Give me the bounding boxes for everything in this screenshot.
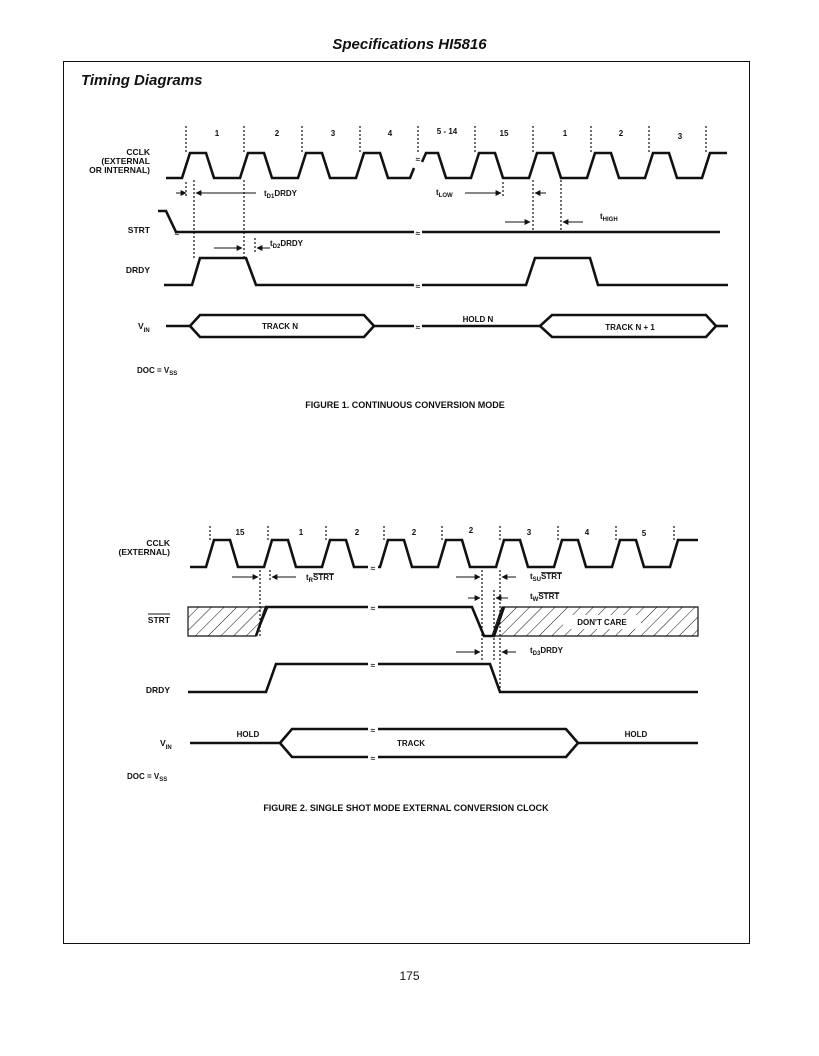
fig2-strt-hatch-left xyxy=(188,607,268,636)
fig2-clock-label: 15 xyxy=(235,528,245,537)
fig2-drdy-label: DRDY xyxy=(145,685,170,695)
fig1-td2-label: $t_{D2}DRDY$ xyxy=(270,239,304,250)
fig1-clock-label: 5 - 14 xyxy=(436,127,458,136)
fig2-break-icon: ≈ xyxy=(370,661,376,670)
fig1-doc-label: DOC = $V_{SS}$ xyxy=(137,366,178,377)
fig1-drdy-waveform-2 xyxy=(422,258,728,285)
fig2-clock-label: 3 xyxy=(526,528,532,537)
fig2-clock-label: 4 xyxy=(584,528,590,537)
fig2-dont-care-label: DON'T CARE xyxy=(577,618,627,627)
fig1-cclk-waveform-2 xyxy=(422,153,727,178)
fig1-cclk-waveform xyxy=(166,153,414,178)
fig1-tlow-label: $t_{LOW}$ xyxy=(436,188,453,199)
fig1-clock-label: 15 xyxy=(499,129,509,138)
fig1-drdy-waveform xyxy=(164,258,414,285)
fig2-cclk-label-2: (EXTERNAL) xyxy=(118,547,170,557)
fig1-td1-label: $t_{D1}DRDY$ xyxy=(264,189,298,200)
fig1-clock-label: 3 xyxy=(330,129,336,138)
fig2-doc-label: DOC = $V_{SS}$ xyxy=(127,772,168,783)
page-header: Specifications HI5816 xyxy=(332,36,487,53)
fig1-vin-track-n1: TRACK N + 1 xyxy=(605,323,655,332)
fig2-clock-label: 2 xyxy=(411,528,417,537)
fig1-clock-label: 3 xyxy=(677,132,683,141)
fig1-caption: FIGURE 1. CONTINUOUS CONVERSION MODE xyxy=(305,400,505,410)
fig2-clock-label: 2 xyxy=(468,526,474,535)
fig2-break-icon: ≈ xyxy=(370,726,376,735)
fig1-break-icon: ≈ xyxy=(174,229,180,238)
fig1-break-icon: ≈ xyxy=(415,323,421,332)
fig1-thigh-label: $t_{HIGH}$ xyxy=(600,212,618,223)
fig1-vin-hold-n: HOLD N xyxy=(462,315,494,324)
fig1-vin-track-n: TRACK N xyxy=(262,322,298,331)
fig1-break-icon: ≈ xyxy=(415,155,421,164)
fig2-vin-label: $V_{IN}$ xyxy=(160,738,172,751)
fig2-vin-waveform xyxy=(190,729,698,757)
figure2-diagram xyxy=(0,500,819,830)
fig1-cclk-label-3: OR INTERNAL) xyxy=(89,165,150,175)
fig2-cclk-waveform xyxy=(190,540,368,567)
fig1-break-icon: ≈ xyxy=(415,229,421,238)
fig2-clock-label: 5 xyxy=(641,529,647,538)
figure1-diagram xyxy=(0,0,819,420)
fig1-strt-label: STRT xyxy=(127,225,150,235)
fig1-clock-label: 2 xyxy=(618,129,624,138)
fig1-clock-label: 1 xyxy=(214,129,220,138)
fig2-td3-label: $t_{D3}DRDY$ xyxy=(530,646,564,657)
fig2-break-icon: ≈ xyxy=(370,564,376,573)
fig2-tsu-label: $t_{SU}STRT$ xyxy=(530,572,562,583)
fig1-drdy-label: DRDY xyxy=(125,265,150,275)
fig2-break-icon: ≈ xyxy=(370,604,376,613)
fig2-drdy-waveform xyxy=(188,664,368,692)
fig1-clock-label: 1 xyxy=(562,129,568,138)
fig2-break-icon: ≈ xyxy=(370,754,376,763)
fig2-cclk-waveform-2 xyxy=(378,540,698,567)
fig1-vin-label: $V_{IN}$ xyxy=(138,321,150,334)
fig2-tr-label: $t_RSTRT$ xyxy=(306,573,334,584)
fig1-cclk-label-2: (EXTERNAL xyxy=(101,156,150,166)
fig2-clock-label: 2 xyxy=(354,528,360,537)
fig1-break-icon: ≈ xyxy=(415,282,421,291)
fig2-drdy-waveform-2 xyxy=(378,664,698,692)
fig2-caption: FIGURE 2. SINGLE SHOT MODE EXTERNAL CONVERSION CLOCK xyxy=(263,803,549,813)
fig1-clock-label: 4 xyxy=(387,129,393,138)
page-number: 175 xyxy=(399,969,420,983)
fig2-strt-waveform xyxy=(256,607,368,636)
fig2-vin-hold-left: HOLD xyxy=(236,730,260,739)
fig1-strt-waveform xyxy=(158,211,414,232)
fig2-vin-hold-right: HOLD xyxy=(624,730,648,739)
fig2-tw-label: $t_WSTRT$ xyxy=(530,592,560,603)
fig2-clock-label: 1 xyxy=(298,528,304,537)
fig1-clock-label: 2 xyxy=(274,129,280,138)
fig2-strt-waveform-2 xyxy=(378,607,504,636)
section-title: Timing Diagrams xyxy=(81,72,203,89)
fig2-vin-track: TRACK xyxy=(397,739,425,748)
fig2-strt-label: STRT xyxy=(147,615,170,625)
fig2-cclk-label: CCLK xyxy=(146,538,170,548)
fig1-cclk-label: CCLK xyxy=(126,147,150,157)
